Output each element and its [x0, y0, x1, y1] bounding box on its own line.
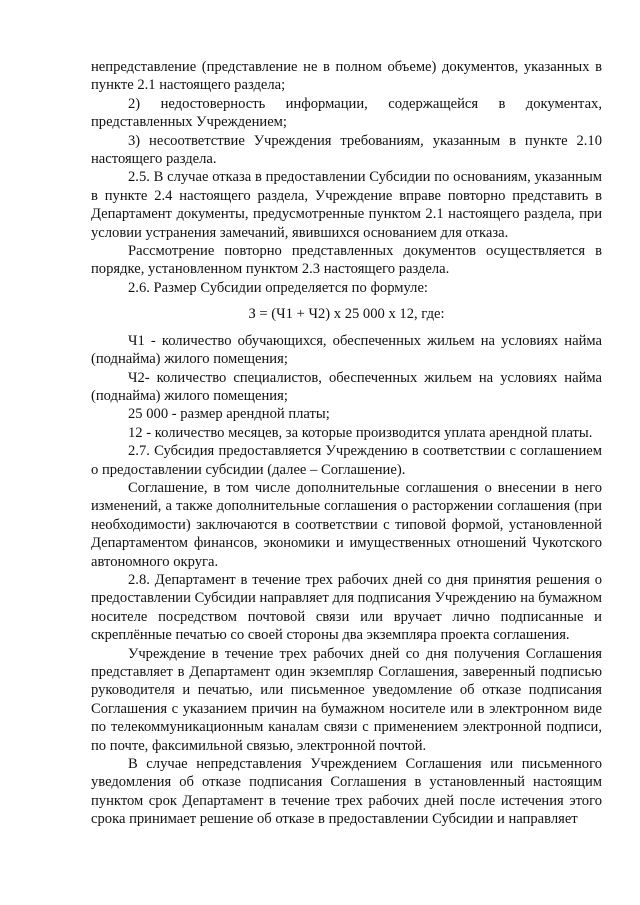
paragraph-2-5: 2.5. В случае отказа в предоставлении Субсидии по основаниям, указанным в пункте 2.4 настоящего раздела, Учреждение вправе повторно представить в Департамент документы, предусмотренные пунктом 2.1 настоящего раздела, при условии устранения замечаний, явившихся основанием для отказа.: [91, 169, 602, 241]
document-body: [91, 58, 602, 829]
paragraph-2-6: 2.6. Размер Субсидии определяется по формуле:: [128, 279, 428, 296]
formula-term-rent: 25 000 - размер арендной платы;: [128, 406, 330, 423]
paragraph-continuation: непредставление (представление не в полном объеме) документов, указанных в пункте 2.1 настоящего раздела;: [91, 59, 602, 94]
paragraph-institution-response: Учреждение в течение трех рабочих дней со дня получения Соглашения представляет в Департамент один экземпляр Соглашения, заверенный подписью руководителя и печатью, или письменное уведомление об отказе подписания Соглашения с указанием причин на бумажном носителе или в электронном виде по телекоммуникационным каналам связи с применением электронной подписи, по почте, факсимильной связью, электронной почтой.: [91, 645, 602, 754]
paragraph-item-2: 2) недостоверность информации, содержащейся в документах, представленных Учреждением;: [91, 95, 602, 131]
formula-term-ch2: Ч2- количество специалистов, обеспеченных жильем на условиях найма (поднайма) жилого помещения;: [91, 369, 602, 404]
paragraph-nonsubmission: В случае непредставления Учреждением Соглашения или письменного уведомления об отказе подписания Соглашения в установленный настоящим пунктом срок Департамент в течение трех рабочих дней после истечения этого срока принимает решение об отказе в предоставлении Субсидии и направляет: [91, 756, 602, 828]
paragraph-resubmission: Рассмотрение повторно представленных документов осуществляется в порядке, установленном пунктом 2.3 настоящего раздела.: [91, 243, 602, 278]
paragraph-2-8: 2.8. Департамент в течение трех рабочих дней со дня принятия решения о предоставлении Субсидии направляет для подписания Учреждению на бумажном носителе посредством почтовой связи или вручает лично подписанные и скреплённые печатью со своей стороны два экземпляра проекта соглашения.: [91, 571, 602, 644]
formula-term-ch1: Ч1 - количество обучающихся, обеспеченных жильем на условиях найма (поднайма) жилого помещения;: [91, 332, 602, 368]
paragraph-item-3: 3) несоответствие Учреждения требованиям, указанным в пункте 2.10 настоящего раздела.: [91, 132, 602, 168]
subsidy-formula: З = (Ч1 + Ч2) х 25 000 х 12, где:: [248, 306, 445, 323]
paragraph-2-7: 2.7. Субсидия предоставляется Учреждению в соответствии с соглашением о предоставлении субсидии (далее – Соглашение).: [91, 443, 602, 478]
formula-term-months: 12 - количество месяцев, за которые производится уплата арендной платы.: [128, 424, 593, 441]
paragraph-agreement: Соглашение, в том числе дополнительные соглашения о внесении в него изменений, а также дополнительные соглашения о расторжении соглашения (при необходимости) заключаются в соответствии с типовой формой, установленной Департаментом финансов, экономики и имущественных отношений Чукотского автономного округа.: [91, 479, 602, 570]
